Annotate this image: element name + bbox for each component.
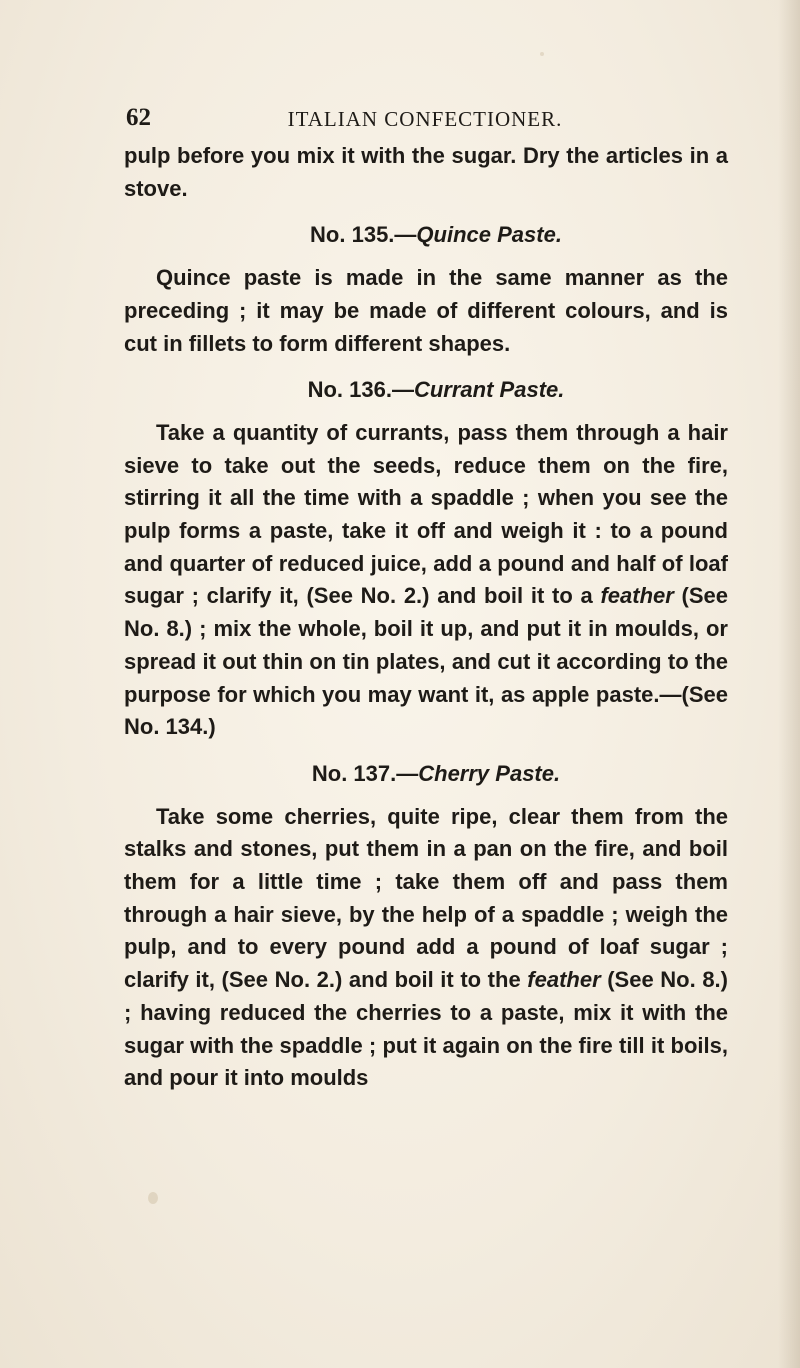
page-edge-shadow <box>778 0 800 1368</box>
text-run: Take some cherries, quite ripe, clear them from the stalks and stones, put them in a pan on the fire, and boil them for a little time ; take them off and pass them through a hair sieve, by the help of a spaddle ; weigh the pulp, and to every pound add a pound of loaf sugar ; clarify it, (See No. 2.) and boil it to the <box>124 803 728 993</box>
heading-no-135 <box>124 219 728 252</box>
heading-no-137 <box>124 758 728 791</box>
paragraph-quince-paste: Quince paste is made in the same manner as the preceding ; it may be made of different colours, and is cut in fillets to form different shapes. <box>124 265 728 356</box>
body-text <box>124 140 728 1095</box>
intro-paragraph: pulp before you mix it with the sugar. Dry the articles in a stove. <box>124 143 728 201</box>
text-run: (See No. 8.) ; having reduced the cherries to a paste, mix it with the sugar with the spaddle ; put it again on the fire till it boils, and pour it into moulds <box>124 967 728 1091</box>
page-number: 62 <box>126 104 151 131</box>
heading-number: No. 137.— <box>311 760 419 786</box>
italic-term: feather <box>527 967 601 993</box>
text-run: (See No. 8.) ; mix the whole, boil it up, and put it in moulds, or spread it out thin on tin plates, and cut it according to the purpose for which you may want it, as apple paste.—(See No. 134.) <box>124 583 729 740</box>
heading-title: Cherry Paste. <box>418 760 561 786</box>
text-run: Take a quantity of currants, pass them through a hair sieve to take out the seeds, reduce them on the fire, stirring it all the time with a spaddle ; when you see the pulp forms a paste, take it off and weigh it : to a pound and quarter of reduced juice, add a pound and half of loaf sugar ; clarify it, (See No. 2.) and boil it to a <box>124 419 728 609</box>
italic-term: feather <box>600 583 674 609</box>
paper-stain <box>148 1192 158 1204</box>
paragraph-cherry-paste <box>124 801 728 1095</box>
heading-title: Currant Paste. <box>413 377 565 403</box>
heading-number: No. 136.— <box>307 377 414 403</box>
running-head: ITALIAN CONFECTIONER. <box>287 107 563 131</box>
heading-no-136 <box>124 374 728 407</box>
heading-title: Quince Paste. <box>416 222 562 248</box>
heading-number: No. 135.— <box>310 222 417 248</box>
paper-stain <box>540 52 544 56</box>
paragraph-currant-paste <box>124 417 728 744</box>
